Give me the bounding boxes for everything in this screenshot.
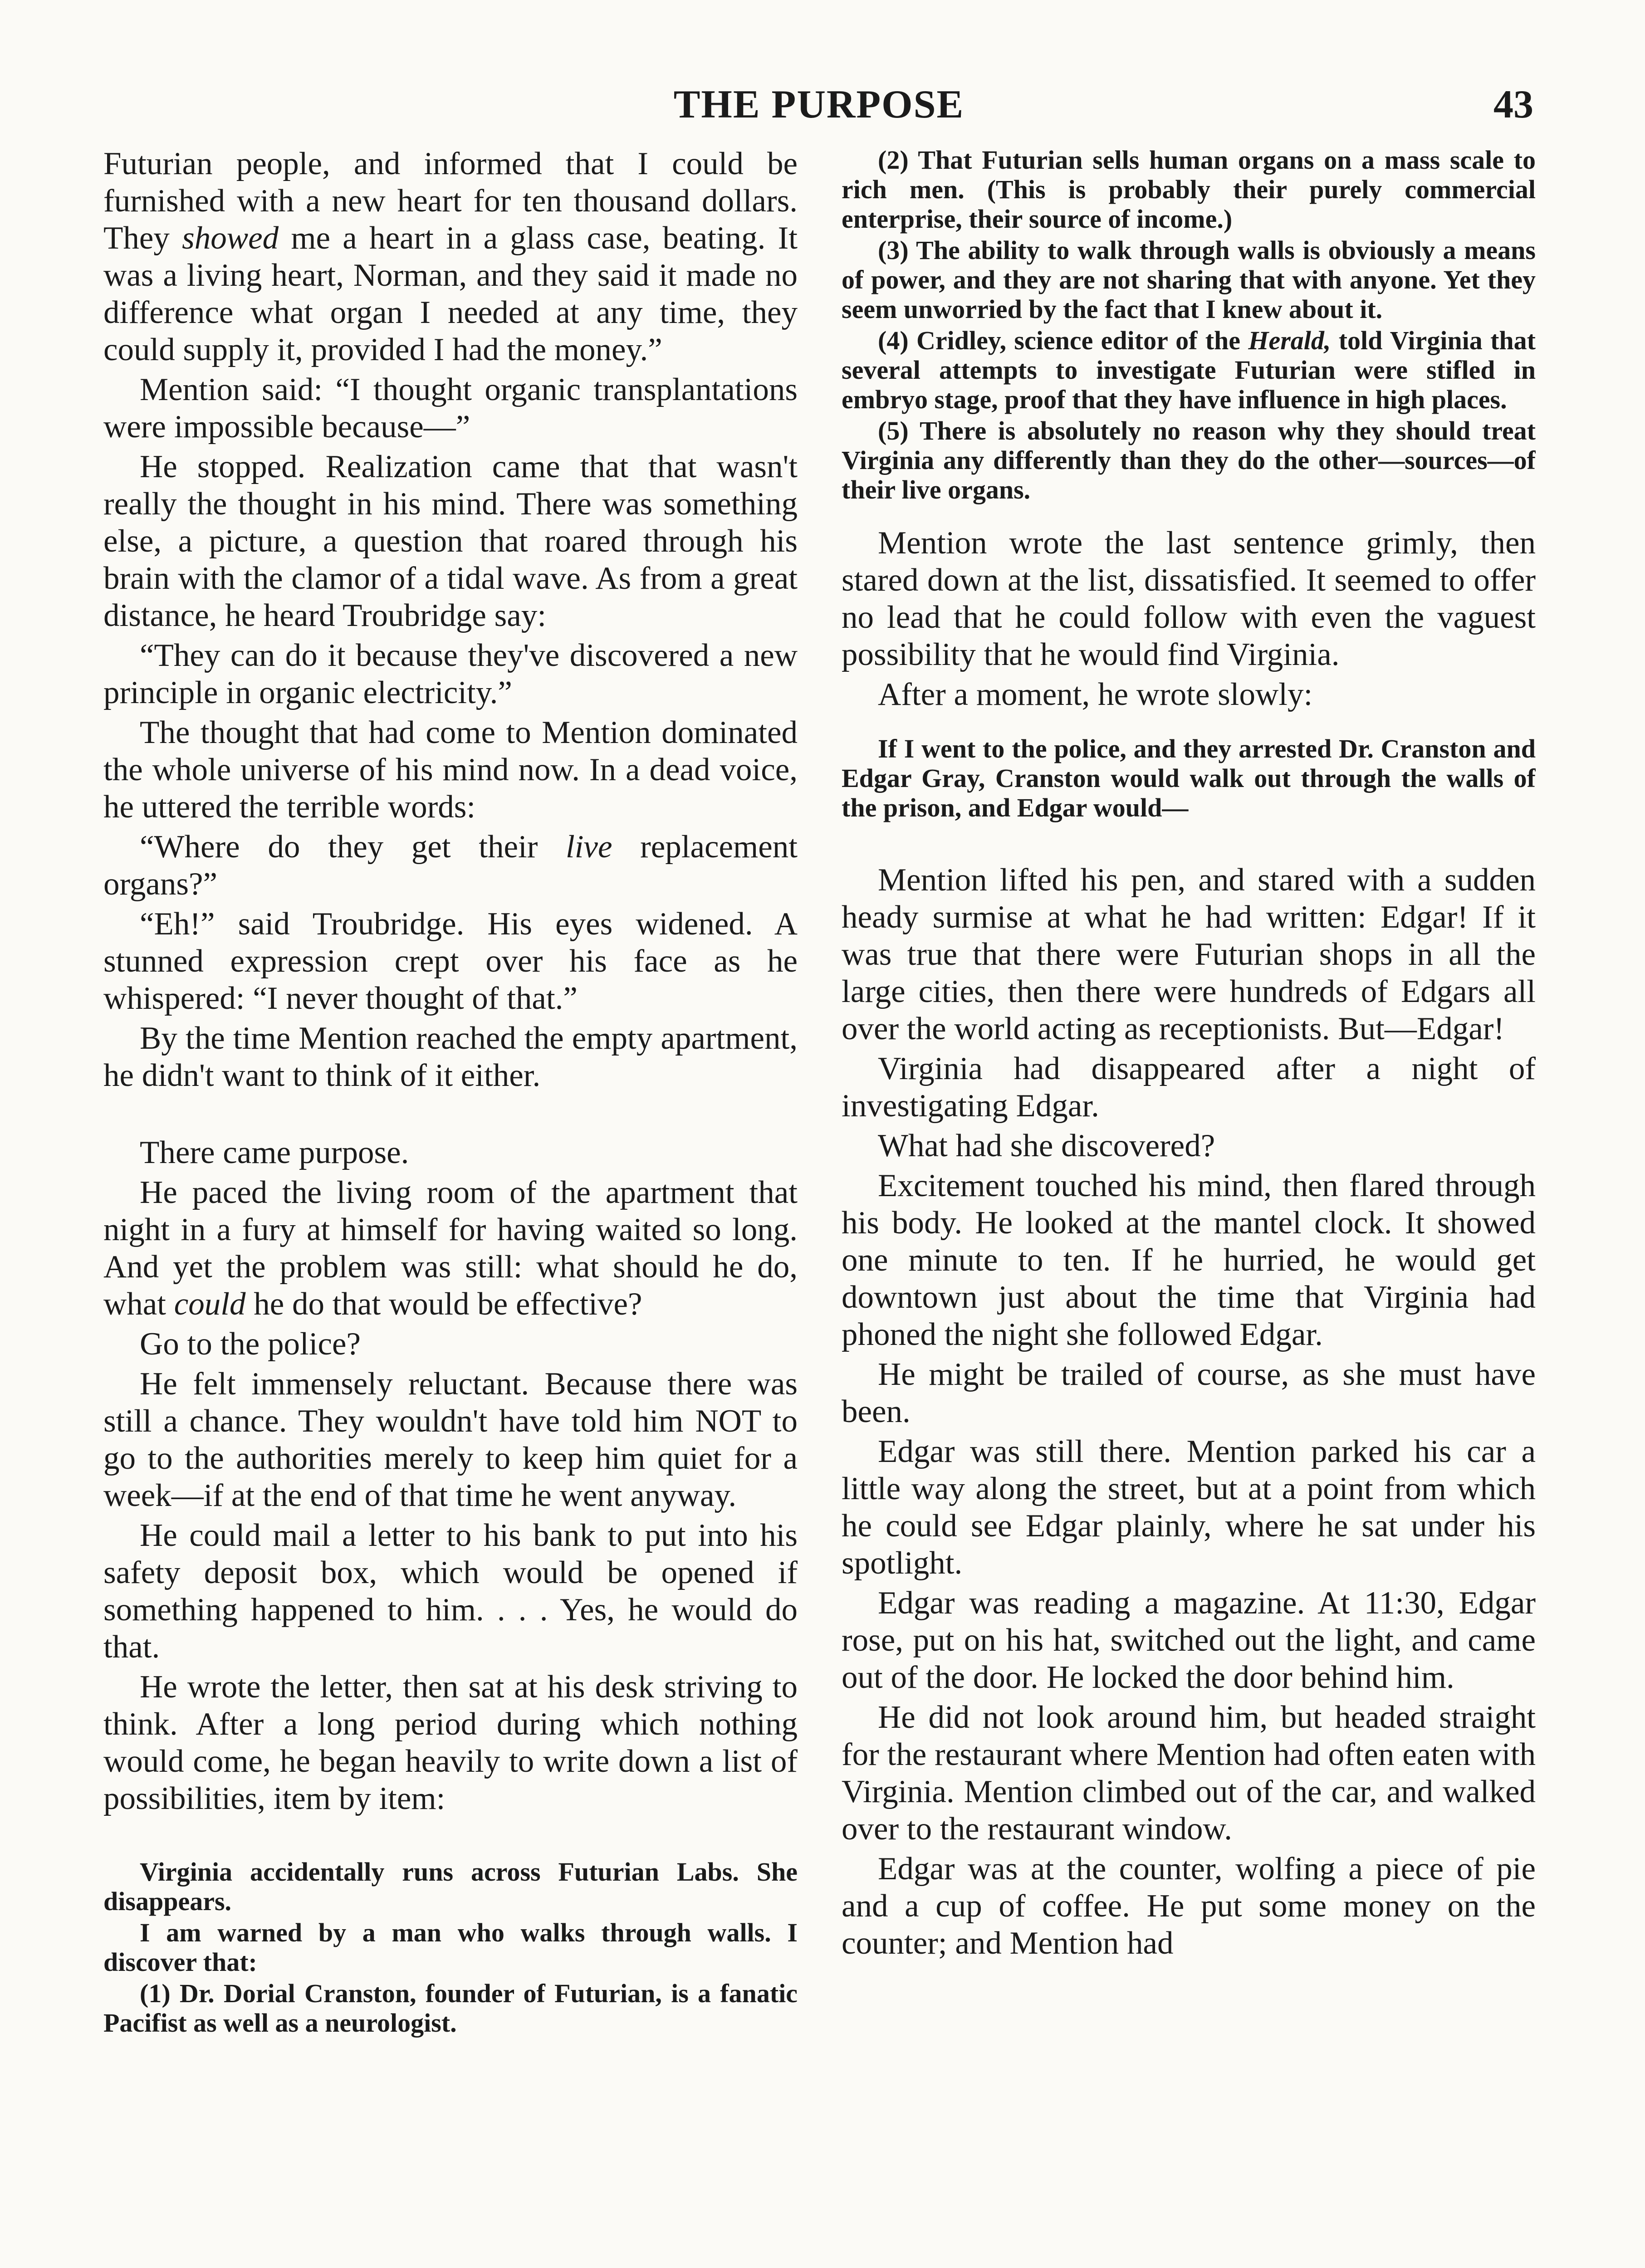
paragraph: Edgar was reading a magazine. At 11:30, Edgar rose, put on his hat, switched out the light, and came out of the door. He locked the door behind him. xyxy=(842,1585,1536,1695)
paragraph: He did not look around him, but headed straight for the restaurant where Mention had often eaten with Virginia. Mention climbed out of the car, and walked over to the restaurant window. xyxy=(842,1700,1536,1847)
paragraph: He could mail a letter to his bank to put into his safety deposit box, which would be opened if something happened to him. . . . Yes, he would do that. xyxy=(103,1518,798,1665)
paragraph: “They can do it because they've discovered a new principle in organic electricity.” xyxy=(103,638,798,710)
paragraph: Virginia had disappeared after a night of investigating Edgar. xyxy=(842,1051,1536,1124)
paragraph: Futurian people, and informed that I could be furnished with a new heart for ten thousand dollars. They showed me a heart in a glass case, beating. It was a living heart, Norman, and they said it made no difference what organ I needed at any time, they could supply it, provided I had the money.” xyxy=(103,146,798,367)
page-header xyxy=(104,68,1533,132)
list-item: Virginia accidentally runs across Futurian Labs. She disappears. xyxy=(103,1857,798,1916)
paragraph: Mention lifted his pen, and stared with a sudden heady surmise at what he had written: Edgar! If it was true that there were Futurian shops in all the large cities, then there were hundreds of Edgars all over the world acting as receptionists. But—Edgar! xyxy=(842,862,1536,1046)
list-item: (2) That Futurian sells human organs on a mass scale to rich men. (This is probably their purely commercial enterprise, their source of income.) xyxy=(842,145,1536,234)
paragraph: Mention said: “I thought organic transplantations were impossible because—” xyxy=(103,372,798,445)
paragraph: What had she discovered? xyxy=(878,1128,1215,1163)
paragraph: The thought that had come to Mention dominated the whole universe of his mind now. In a dead voice, he uttered the terrible words: xyxy=(103,715,798,825)
paragraph: He stopped. Realization came that that wasn't really the thought in his mind. There was something else, a picture, a question that roared through his brain with the clamor of a tidal wave. As from a great distance, he heard Troubridge say: xyxy=(103,449,798,633)
running-title: THE PURPOSE xyxy=(673,83,964,127)
list-item: (3) The ability to walk through walls is obviously a means of power, and they are not sharing that with anyone. Yet they seem unworried by the fact that I knew about it. xyxy=(842,235,1536,324)
left-column xyxy=(103,145,798,2268)
paragraph: He felt immensely reluctant. Because there was still a chance. They wouldn't have told him NOT to go to the authorities merely to keep him quiet for a week—if at the end of that time he went anyway. xyxy=(103,1366,798,1513)
right-column xyxy=(842,145,1536,2268)
paragraph: Excitement touched his mind, then flared through his body. He looked at the mantel clock. It showed one minute to ten. If he hurried, he would get downtown just about the time that Virginia had phoned the night she followed Edgar. xyxy=(842,1168,1536,1352)
paragraph: He wrote the letter, then sat at his desk striving to think. After a long period during which nothing would come, he began heavily to write down a list of possibilities, item by item: xyxy=(103,1669,798,1816)
list-item: (4) Cridley, science editor of the Herald, told Virginia that several attempts to investigate Futurian were stifled in embryo stage, proof that they have influence in high places. xyxy=(842,326,1536,414)
paragraph: “Eh!” said Troubridge. His eyes widened. A stunned expression crept over his face as he whispered: “I never thought of that.” xyxy=(103,906,798,1016)
paragraph: Go to the police? xyxy=(140,1326,361,1362)
paragraph: After a moment, he wrote slowly: xyxy=(878,677,1313,712)
list-item: (1) Dr. Dorial Cranston, founder of Futurian, is a fanatic Pacifist as well as a neurologist. xyxy=(103,1979,798,2038)
page-number: 43 xyxy=(1493,83,1533,127)
paragraph: There came purpose. xyxy=(140,1135,409,1170)
list-item: (5) There is absolutely no reason why they should treat Virginia any differently than they do the other—sources—of their live organs. xyxy=(842,416,1536,504)
paragraph: Edgar was still there. Mention parked his car a little way along the street, but at a point from which he could see Edgar plainly, where he sat under his spotlight. xyxy=(842,1434,1536,1581)
paragraph: “Where do they get their live replacement organs?” xyxy=(103,829,798,902)
paragraph: By the time Mention reached the empty apartment, he didn't want to think of it either. xyxy=(103,1021,798,1093)
list-item: I am warned by a man who walks through walls. I discover that: xyxy=(103,1918,798,1977)
paragraph: Mention wrote the last sentence grimly, then stared down at the list, dissatisfied. It seemed to offer no lead that he could follow with even the vaguest possibility that he would find Virginia. xyxy=(842,525,1536,672)
paragraph: He might be trailed of course, as she must have been. xyxy=(842,1357,1536,1429)
paragraph: Edgar was at the counter, wolfing a piece of pie and a cup of coffee. He put some money on the counter; and Mention had xyxy=(842,1851,1536,1961)
possibilities-list xyxy=(103,1857,798,2038)
list-item: If I went to the police, and they arrested Dr. Cranston and Edgar Gray, Cranston would walk out through the walls of the prison, and Edgar would— xyxy=(842,734,1536,822)
possibilities-list-continued xyxy=(842,145,1536,504)
written-note xyxy=(842,734,1536,822)
paragraph: He paced the living room of the apartment that night in a fury at himself for having waited so long. And yet the problem was still: what should he do, what could he do that would be effective? xyxy=(103,1175,798,1322)
